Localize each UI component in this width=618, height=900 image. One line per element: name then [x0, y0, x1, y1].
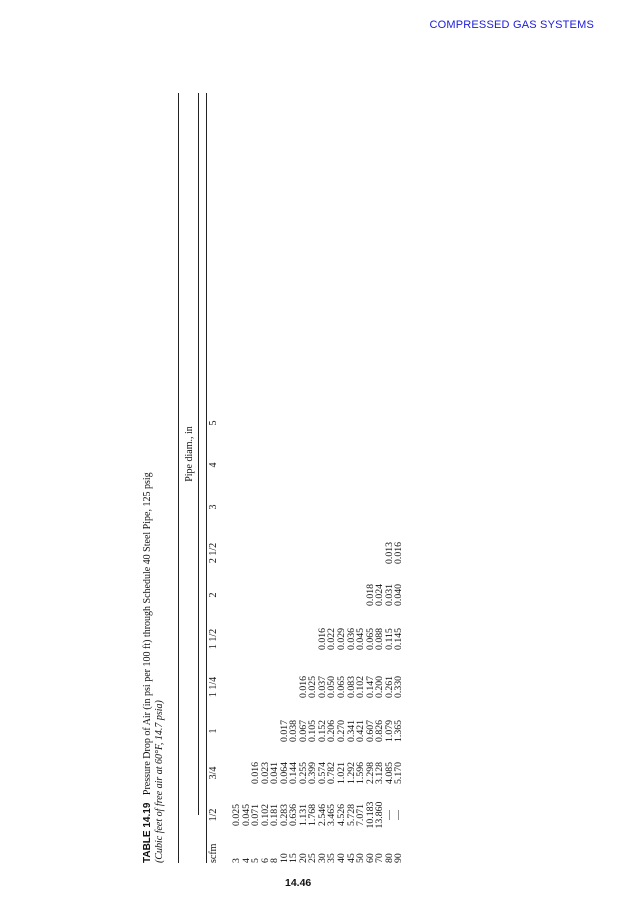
- table-cell: [280, 575, 290, 615]
- table-cell: [261, 575, 271, 615]
- table-cell: [366, 487, 376, 527]
- table-cell: [251, 445, 261, 485]
- table-cell: 0.206: [326, 719, 338, 743]
- table-column: [232, 445, 404, 485]
- table-cell: [242, 575, 252, 615]
- table-cell: —: [393, 810, 405, 820]
- table-cell: [289, 487, 299, 527]
- table-cell: [347, 445, 357, 485]
- table-cell: 0.065: [364, 627, 376, 651]
- table-cell: [356, 445, 366, 485]
- table-cell: [289, 533, 299, 573]
- table-cell: 0.071: [250, 803, 262, 827]
- column-header: scfm: [208, 843, 219, 863]
- table-cell: 1.768: [307, 803, 319, 827]
- column-header: 5: [208, 420, 219, 426]
- table-cell: 0.050: [326, 675, 338, 699]
- table-cell: [366, 403, 376, 443]
- table-cell: [232, 445, 242, 485]
- table-cell: 1.131: [297, 803, 309, 827]
- table-cell: 0.016: [316, 627, 328, 651]
- table-cell: [394, 487, 404, 527]
- table-cell: [299, 487, 309, 527]
- table-cell: 0.029: [336, 627, 348, 651]
- table-title: Pressure Drop of Air (in psi per 100 ft) through Schedule 40 Steel Pipe, 125 psig: [142, 472, 153, 796]
- table-cell: 0.022: [326, 627, 338, 651]
- table-cell: 10.183: [364, 801, 376, 829]
- table-cell: [375, 445, 385, 485]
- table-cell: [385, 403, 395, 443]
- table-cell: 45: [345, 853, 357, 863]
- table-cell: [280, 667, 290, 707]
- table-cell: 50: [355, 853, 367, 863]
- table-cell: 0.031: [383, 583, 395, 607]
- table-cell: [308, 403, 318, 443]
- table-cell: 4.526: [336, 803, 348, 827]
- table-cell: [318, 487, 328, 527]
- table-number: TABLE 14.19: [142, 802, 153, 863]
- table-cell: [394, 403, 404, 443]
- table-cell: [366, 533, 376, 573]
- table-cell: [347, 487, 357, 527]
- table-cell: [375, 403, 385, 443]
- table-cell: [232, 533, 242, 573]
- table-cell: 90: [393, 853, 405, 863]
- table-column: [232, 795, 404, 835]
- table-cell: [318, 533, 328, 573]
- table-cell: 0.782: [326, 761, 338, 785]
- table-cell: 0.018: [364, 583, 376, 607]
- table-cell: [347, 575, 357, 615]
- table-column: [232, 575, 404, 615]
- table-cell: [385, 445, 395, 485]
- table-cell: [327, 575, 337, 615]
- table-cell: [327, 403, 337, 443]
- table-cell: 0.040: [393, 583, 405, 607]
- table-cell: [242, 445, 252, 485]
- table-cell: [375, 487, 385, 527]
- table-cell: 0.826: [374, 719, 386, 743]
- table-cell: [299, 403, 309, 443]
- table-cell: [261, 619, 271, 659]
- table-cell: [299, 533, 309, 573]
- table-cell: 0.045: [240, 803, 252, 827]
- table-cell: 0.115: [383, 628, 395, 650]
- table-cell: [337, 445, 347, 485]
- table-cell: [270, 487, 280, 527]
- table-cell: [337, 487, 347, 527]
- table-cell: [299, 575, 309, 615]
- table-cell: [299, 445, 309, 485]
- spanner-rule: [198, 93, 199, 815]
- table-cell: 40: [336, 853, 348, 863]
- table-cell: [347, 533, 357, 573]
- table-cell: [308, 487, 318, 527]
- table-cell: 5.728: [345, 803, 357, 827]
- table-cell: [289, 575, 299, 615]
- table-cell: 0.330: [393, 675, 405, 699]
- table-cell: [270, 575, 280, 615]
- table-cell: 3: [231, 858, 242, 863]
- table-cell: 30: [316, 853, 328, 863]
- table-cell: [242, 403, 252, 443]
- table-cell: 6: [259, 858, 271, 863]
- table-cell: 4: [240, 858, 252, 863]
- column-header: 1/2: [208, 808, 219, 822]
- table-cell: [232, 711, 242, 751]
- table-cell: [318, 445, 328, 485]
- caption-line-1: [142, 133, 154, 863]
- table-cell: [337, 575, 347, 615]
- table-cell: [318, 575, 328, 615]
- table-cell: [280, 487, 290, 527]
- table-cell: 0.147: [364, 675, 376, 699]
- table-cell: [394, 445, 404, 485]
- table-cell: [308, 575, 318, 615]
- table-cell: 13.860: [374, 801, 386, 829]
- table-caption: [142, 133, 166, 863]
- table-cell: 35: [326, 853, 338, 863]
- column-header: 3/4: [208, 766, 219, 780]
- table-column: [232, 403, 404, 443]
- table-cell: [289, 445, 299, 485]
- table-cell: 0.083: [345, 675, 357, 699]
- table-cell: 0.025: [231, 803, 242, 827]
- table-cell: 0.016: [393, 541, 405, 565]
- table-cell: [242, 487, 252, 527]
- table-cell: 1.292: [345, 761, 357, 785]
- table-cell: 1.021: [336, 761, 348, 785]
- column-header: 1 1/4: [208, 676, 219, 698]
- table-cell: [270, 667, 280, 707]
- table-cell: 0.102: [355, 675, 367, 699]
- table-cell: 0.152: [316, 719, 328, 743]
- table-cell: 0.088: [374, 627, 386, 651]
- table-cell: 0.045: [355, 627, 367, 651]
- table-cell: [242, 711, 252, 751]
- table-cell: [308, 533, 318, 573]
- header-rule: [206, 93, 207, 863]
- table-cell: [261, 667, 271, 707]
- table-cell: 0.041: [269, 761, 281, 785]
- table-column: [232, 533, 404, 573]
- table-cell: [280, 619, 290, 659]
- table-cell: [270, 403, 280, 443]
- table-cell: [261, 445, 271, 485]
- table-cell: [270, 533, 280, 573]
- table-cell: [251, 575, 261, 615]
- table-cell: 0.023: [259, 761, 271, 785]
- column-header: 3: [208, 504, 219, 510]
- page-number: 14.46: [285, 877, 312, 889]
- table-cell: 0.024: [374, 583, 386, 607]
- table-cell: 0.017: [278, 719, 290, 743]
- column-header: 4: [208, 462, 219, 468]
- top-rule: [178, 93, 179, 863]
- table-cell: [251, 619, 261, 659]
- table-cell: —: [383, 810, 395, 820]
- table-cell: 1.365: [393, 719, 405, 743]
- running-head: COMPRESSED GAS SYSTEMS: [429, 19, 594, 31]
- table-cell: 0.181: [269, 803, 281, 827]
- table-cell: [327, 487, 337, 527]
- table-cell: [385, 487, 395, 527]
- table-cell: 0.038: [288, 719, 300, 743]
- table-cell: [251, 403, 261, 443]
- column-header: 1 1/2: [208, 628, 219, 650]
- table-cell: [242, 533, 252, 573]
- table-cell: [356, 533, 366, 573]
- table-cell: 0.145: [393, 627, 405, 651]
- table-cell: 0.102: [259, 803, 271, 827]
- table-cell: 0.636: [288, 803, 300, 827]
- rotated-table: [140, 133, 405, 863]
- table-cell: 3.128: [374, 761, 386, 785]
- table-cell: 0.341: [345, 719, 357, 743]
- table-cell: 20: [297, 853, 309, 863]
- table-cell: 4.085: [383, 761, 395, 785]
- table-cell: [242, 667, 252, 707]
- table-cell: [242, 619, 252, 659]
- table-column: [232, 619, 404, 659]
- table-cell: [356, 487, 366, 527]
- table-cell: 0.013: [383, 541, 395, 565]
- table-cell: [280, 533, 290, 573]
- table-cell: 5: [250, 858, 262, 863]
- table-cell: [261, 403, 271, 443]
- table-cell: 0.607: [364, 719, 376, 743]
- column-spanner: Pipe diam., in: [184, 426, 195, 482]
- table-cell: 0.037: [316, 675, 328, 699]
- table-cell: 5.170: [393, 761, 405, 785]
- table-cell: [337, 403, 347, 443]
- table-cell: 8: [269, 858, 281, 863]
- table-cell: [261, 533, 271, 573]
- table-cell: [251, 667, 261, 707]
- table-column: [232, 667, 404, 707]
- table-column: [232, 487, 404, 527]
- table-cell: [308, 445, 318, 485]
- table-cell: 0.421: [355, 719, 367, 743]
- table-cell: [366, 445, 376, 485]
- table-cell: 0.283: [278, 803, 290, 827]
- column-header: 2: [208, 592, 219, 598]
- table-cell: [251, 711, 261, 751]
- table-cell: 7.071: [355, 803, 367, 827]
- table-cell: [356, 403, 366, 443]
- table-cell: [251, 533, 261, 573]
- table-cell: [232, 667, 242, 707]
- table-cell: [251, 487, 261, 527]
- table-cell: [232, 575, 242, 615]
- table-cell: [261, 711, 271, 751]
- table-cell: 0.016: [297, 675, 309, 699]
- table-cell: [280, 403, 290, 443]
- table-cell: 2.298: [364, 761, 376, 785]
- table-cell: 1.596: [355, 761, 367, 785]
- table-cell: 0.255: [297, 761, 309, 785]
- table-cell: 80: [383, 853, 395, 863]
- table-cell: 0.144: [288, 761, 300, 785]
- table-cell: [261, 487, 271, 527]
- table-cell: 0.036: [345, 627, 357, 651]
- table-cell: 3.465: [326, 803, 338, 827]
- table-cell: [299, 619, 309, 659]
- table-cell: 0.016: [250, 761, 262, 785]
- table-cell: 0.064: [278, 761, 290, 785]
- table-cell: [232, 619, 242, 659]
- table-cell: [289, 619, 299, 659]
- table-cell: 0.574: [316, 761, 328, 785]
- table-cell: 0.105: [307, 719, 319, 743]
- table-cell: [280, 445, 290, 485]
- table-cell: 0.025: [307, 675, 319, 699]
- table-cell: 60: [364, 853, 376, 863]
- table-cell: 0.065: [336, 675, 348, 699]
- table-cell: [347, 403, 357, 443]
- table-cell: [232, 487, 242, 527]
- table-cell: [327, 533, 337, 573]
- table-cell: [270, 619, 280, 659]
- table-cell: 15: [288, 853, 300, 863]
- table-cell: [232, 753, 242, 793]
- table-cell: 0.399: [307, 761, 319, 785]
- table-cell: [327, 445, 337, 485]
- column-header: 2 1/2: [208, 542, 219, 564]
- table-column: [232, 711, 404, 751]
- table-cell: [270, 445, 280, 485]
- table-cell: [289, 403, 299, 443]
- column-header: 1: [208, 728, 219, 734]
- table-cell: 0.270: [336, 719, 348, 743]
- table-cell: 0.067: [297, 719, 309, 743]
- table-cell: 25: [307, 853, 319, 863]
- table-cell: 1.079: [383, 719, 395, 743]
- table-cell: 0.261: [383, 675, 395, 699]
- table-cell: 10: [278, 853, 290, 863]
- table-subtitle: (Cubic feet of free air at 60°F, 14.7 psia): [154, 700, 165, 863]
- table-cell: [337, 533, 347, 573]
- table-column: [232, 753, 404, 793]
- table-cell: [318, 403, 328, 443]
- table-cell: 0.200: [374, 675, 386, 699]
- table-cell: 70: [374, 853, 386, 863]
- table-cell: [232, 403, 242, 443]
- table-cell: 2.546: [316, 803, 328, 827]
